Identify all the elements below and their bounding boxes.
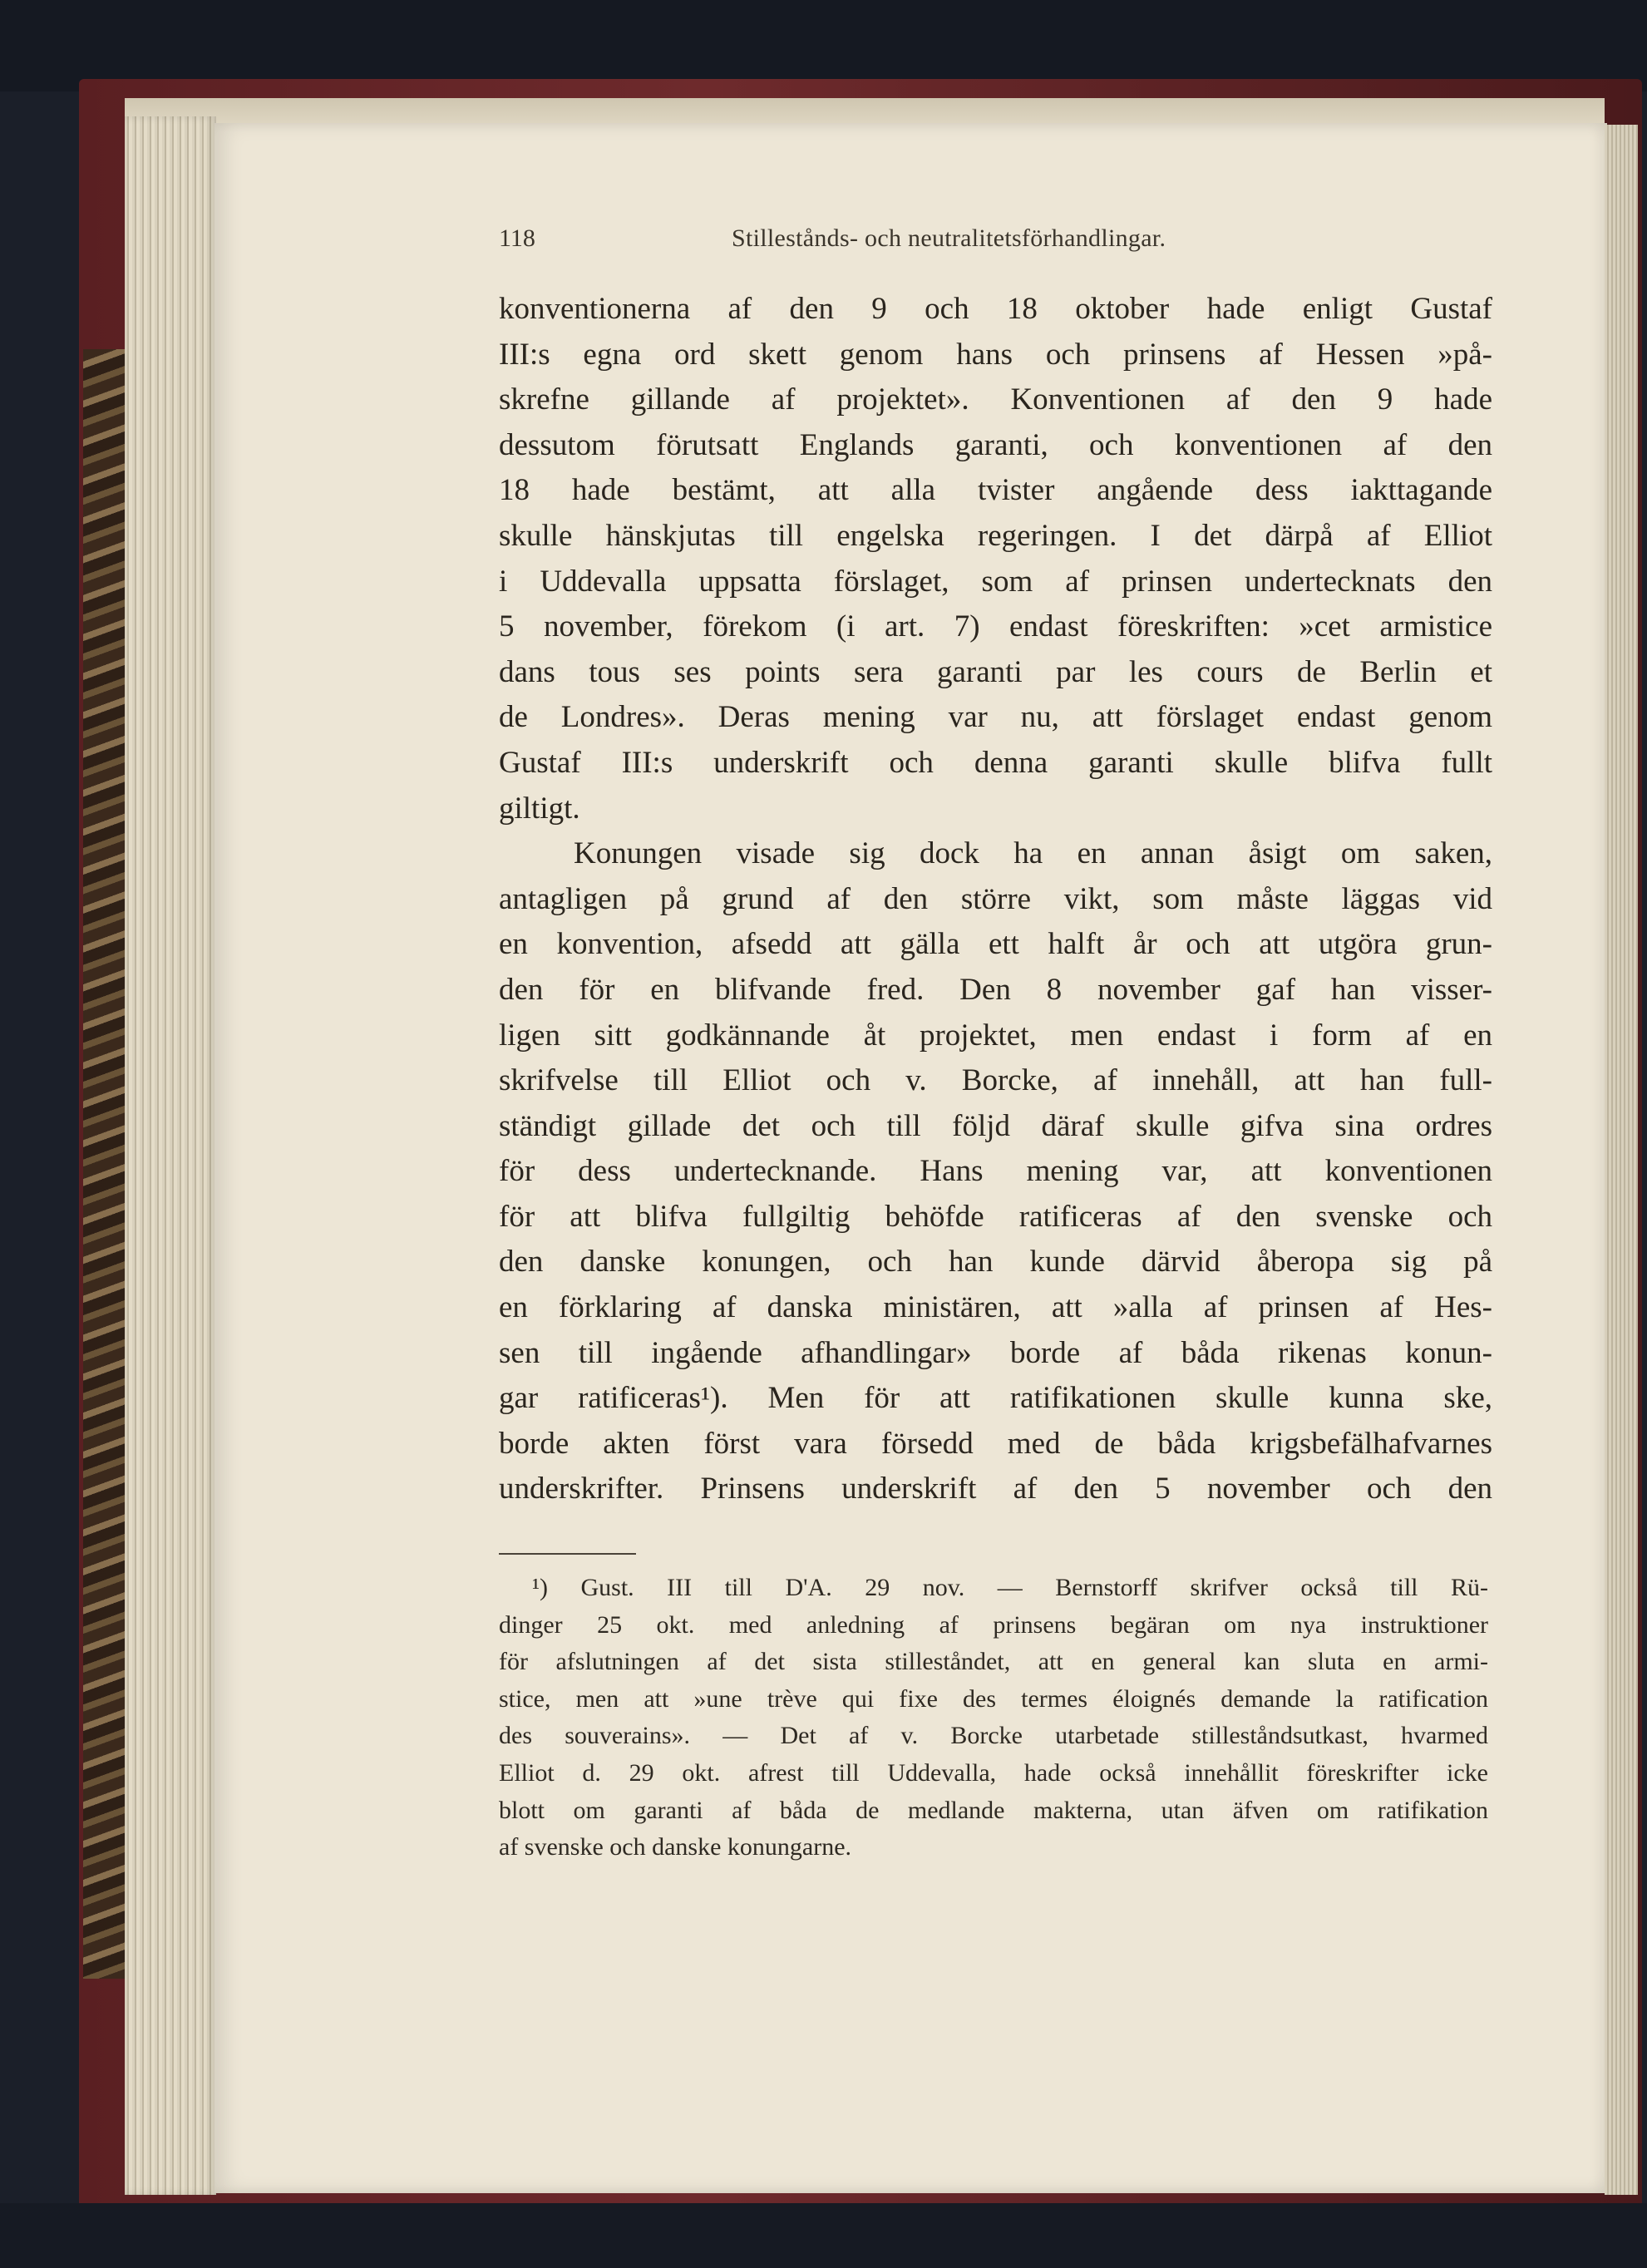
text-line: ständigt gillade det och till följd däraf skulle gifva sina ordres [499, 1108, 1492, 1143]
text-line: för dess undertecknande. Hans mening var, att konventionen [499, 1154, 1492, 1189]
text-line: 18 hade bestämt, att alla tvister angående dess iakttagande [499, 473, 1492, 508]
text-line: i Uddevalla uppsatta förslaget, som af prinsen undertecknats den [499, 564, 1492, 599]
footnote-rule [499, 1553, 636, 1555]
background-top [0, 0, 1647, 91]
text-line: dans tous ses points sera garanti par les cours de Berlin et [499, 654, 1492, 689]
footnote-line: Elliot d. 29 okt. afrest till Uddevalla, hade också innehållit föreskrifter icke [499, 1758, 1488, 1787]
text-line: underskrifter. Prinsens underskrift af den 5 november och den [499, 1472, 1492, 1506]
footnote-line: för afslutningen af det sista stilleståndet, att en general kan sluta en armi- [499, 1648, 1488, 1676]
running-title: Stillestånds- och neutralitetsförhandlingar. [732, 224, 1166, 252]
body-text [499, 287, 1492, 1512]
text-line: giltigt. [499, 791, 580, 826]
text-line: antagligen på grund af den större vikt, som måste läggas vid [499, 881, 1492, 916]
text-line: de Londres». Deras mening var nu, att förslaget endast genom [499, 700, 1492, 735]
text-line: 5 november, förekom (i art. 7) endast föreskriften: »cet armistice [499, 609, 1492, 644]
footnote-line: af svenske och danske konungarne. [499, 1833, 852, 1861]
running-head [499, 224, 1497, 266]
footnote-line: blott om garanti af båda de medlande makterna, utan äfven om ratifikation [499, 1796, 1488, 1824]
footnote-line: dinger 25 okt. med anledning af prinsens begäran om nya instruktioner [499, 1610, 1488, 1639]
text-line: för att blifva fullgiltig behöfde ratificeras af den svenske och [499, 1199, 1492, 1234]
text-line: dessutom förutsatt Englands garanti, och konventionen af den [499, 427, 1492, 462]
text-line: en förklaring af danska ministären, att »alla af prinsen af Hes- [499, 1290, 1492, 1325]
text-line: en konvention, afsedd att gälla ett halft år och att utgöra grun- [499, 927, 1492, 962]
text-line: ligen sitt godkännande åt projektet, men endast i form af en [499, 1018, 1492, 1053]
text-line: sen till ingående afhandlingar» borde af båda rikenas konun- [499, 1335, 1492, 1370]
footnote-line: stice, men att »une trève qui fixe des termes éloignés demande la ratification [499, 1684, 1488, 1713]
text-line: skrefne gillande af projektet». Konventionen af den 9 hade [499, 382, 1492, 417]
page-stack-left [125, 116, 216, 2195]
text-line: konventionerna af den 9 och 18 oktober hade enligt Gustaf [499, 292, 1492, 326]
page-number: 118 [499, 224, 535, 252]
text-line: skulle hänskjutas till engelska regeringen. I det därpå af Elliot [499, 518, 1492, 553]
text-line: Gustaf III:s underskrift och denna garanti skulle blifva fullt [499, 745, 1492, 780]
text-line: borde akten först vara försedd med de båda krigsbefälhafvarnes [499, 1426, 1492, 1461]
text-line: III:s egna ord skett genom hans och prinsens af Hessen »på- [499, 337, 1492, 372]
background-bottom [0, 2203, 1647, 2268]
text-line: Konungen visade sig dock ha en annan åsigt om saken, [574, 836, 1492, 871]
footnote [499, 1570, 1488, 1866]
footnote-line: des souverains». — Det af v. Borcke utarbetade stilleståndsutkast, hvarmed [499, 1722, 1488, 1750]
text-line: den för en blifvande fred. Den 8 november gaf han visser- [499, 972, 1492, 1007]
text-line: gar ratificeras¹). Men för att ratifikationen skulle kunna ske, [499, 1381, 1492, 1416]
text-line: den danske konungen, och han kunde därvid åberopa sig på [499, 1245, 1492, 1279]
text-line: skrifvelse till Elliot och v. Borcke, af innehåll, att han full- [499, 1063, 1492, 1098]
footnote-line: ¹) Gust. III till D'A. 29 nov. — Bernstorff skrifver också till Rü- [532, 1574, 1488, 1601]
marbled-edge [83, 349, 125, 1979]
page-stack-right [1605, 125, 1638, 2195]
